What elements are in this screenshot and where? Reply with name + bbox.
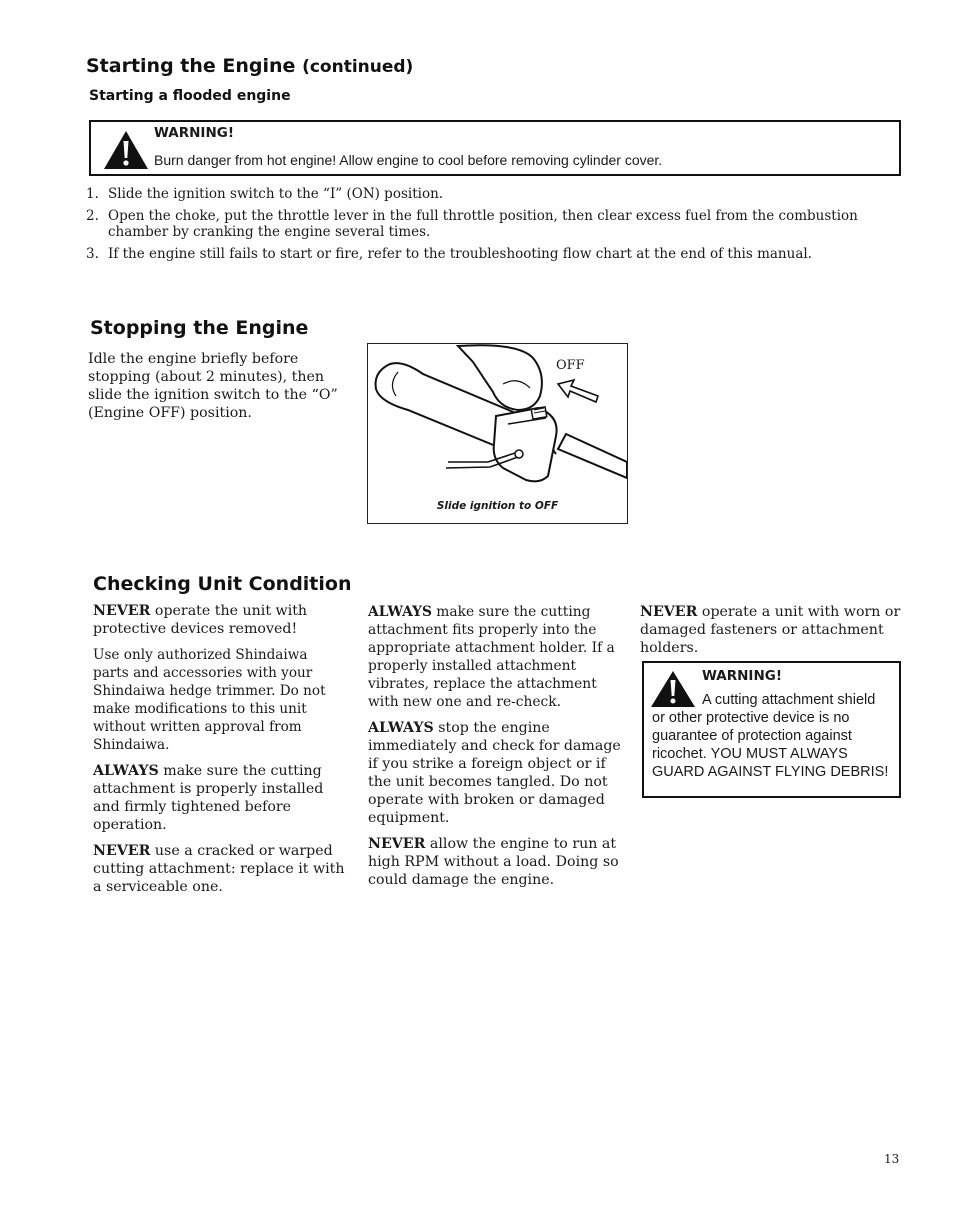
step-text: Open the choke, put the throttle lever in the full throttle position, then clear excess fuel from the combustion chamber by cranking the engine several times. <box>108 207 858 240</box>
warning-title: WARNING! <box>702 668 782 684</box>
paragraph <box>93 842 347 896</box>
steps-list <box>86 186 898 267</box>
paragraph <box>368 835 624 889</box>
step-number: 1. <box>86 186 99 202</box>
off-label: OFF <box>556 358 585 373</box>
paragraph-lead: ALWAYS <box>93 763 159 779</box>
paragraph-lead: NEVER <box>640 604 698 620</box>
stopping-title: Stopping the Engine <box>90 317 309 339</box>
section-subtitle: Starting a flooded engine <box>89 88 291 104</box>
paragraph-text: Use only authorized Shindaiwa parts and accessories with your Shindaiwa hedge trimmer. Do not make modifications to this unit without written approval from Shindaiwa. <box>93 647 326 753</box>
step-item <box>86 186 898 203</box>
paragraph-text: make sure the cutting attachment is properly installed and firmly tightened before operation. <box>93 763 324 833</box>
ignition-switch-illustration <box>368 344 627 523</box>
checking-column-1 <box>93 602 347 904</box>
paragraph-text: use a cracked or warped cutting attachment: replace it with a serviceable one. <box>93 843 345 895</box>
step-text: Slide the ignition switch to the “I” (ON) position. <box>108 186 444 202</box>
figure-caption: Slide ignition to OFF <box>436 500 559 512</box>
page-title <box>86 55 413 77</box>
paragraph <box>368 719 624 827</box>
warning-text: A cutting attachment shield or other protective device is no guarantee of protection against ricochet. YOU MUST ALWAYS GUARD AGAINST FLYING DEBRIS! <box>652 692 889 780</box>
paragraph-lead: NEVER <box>93 843 151 859</box>
stopping-text: Idle the engine briefly before stopping (about 2 minutes), then slide the ignition switch to the “O” (Engine OFF) position. <box>88 351 338 421</box>
paragraph-lead: NEVER <box>93 603 151 619</box>
paragraph-text: allow the engine to run at high RPM without a load. Doing so could damage the engine. <box>368 836 619 888</box>
paragraph-text: operate a unit with worn or damaged fasteners or attachment holders. <box>640 604 901 656</box>
checking-title: Checking Unit Condition <box>93 573 352 595</box>
warning-title: WARNING! <box>154 125 234 141</box>
warning-box-hot-engine <box>89 120 901 176</box>
paragraph-lead: ALWAYS <box>368 720 434 736</box>
page-title-suffix: (continued) <box>302 57 414 77</box>
paragraph <box>368 603 624 711</box>
warning-triangle-icon <box>103 130 149 170</box>
paragraph-text: make sure the cutting attachment fits properly into the appropriate attachment holder. If a properly installed attachment vibrates, replace the attachment with new one and re-check. <box>368 604 615 710</box>
page-number: 13 <box>884 1152 900 1166</box>
checking-column-3 <box>640 603 905 665</box>
paragraph <box>93 646 347 754</box>
page-title-main: Starting the Engine <box>86 55 296 77</box>
step-number: 3. <box>86 245 99 262</box>
paragraph <box>640 603 905 657</box>
paragraph-lead: ALWAYS <box>368 604 432 620</box>
warning-box-debris <box>642 661 901 798</box>
paragraph-text: operate the unit with protective devices removed! <box>93 603 308 637</box>
paragraph-text: stop the engine immediately and check for damage if you strike a foreign object or if the unit becomes tangled. Do not operate with broken or damaged equipment. <box>368 720 621 826</box>
warning-text: Burn danger from hot engine! Allow engine to cool before removing cylinder cover. <box>154 152 663 168</box>
step-number: 2. <box>86 207 99 224</box>
checking-column-2 <box>368 603 624 897</box>
paragraph <box>93 762 347 834</box>
paragraph-lead: NEVER <box>368 836 426 852</box>
paragraph <box>93 602 347 638</box>
ignition-figure <box>367 343 628 524</box>
step-item <box>86 208 898 241</box>
step-item <box>86 246 898 263</box>
step-text: If the engine still fails to start or fire, refer to the troubleshooting flow chart at the end of this manual. <box>108 245 812 262</box>
